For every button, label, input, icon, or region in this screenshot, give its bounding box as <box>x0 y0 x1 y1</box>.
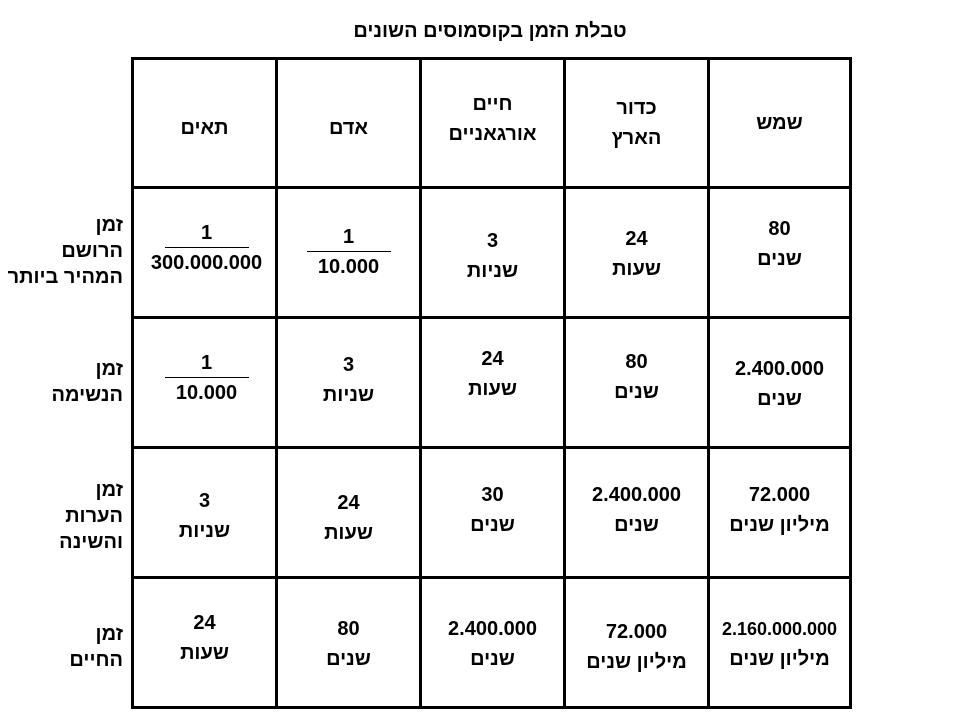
column-header-organic-life <box>422 60 563 178</box>
table-cell <box>134 486 275 546</box>
row-label-line: זמן <box>95 623 123 645</box>
fraction-denominator: 10.000 <box>175 381 238 404</box>
column-header-sun <box>710 60 849 186</box>
table-cell <box>710 614 849 674</box>
row-label-line: זמן <box>95 479 123 501</box>
grid-line <box>131 576 852 579</box>
grid-line <box>849 57 852 709</box>
fraction-numerator: 1 <box>342 225 355 248</box>
cell-unit: שנים <box>614 381 659 403</box>
table-cell <box>566 480 707 540</box>
header-line: כדור <box>616 97 657 119</box>
row-label-line: והשינה <box>59 531 123 553</box>
row-label-line: הרושם <box>61 240 123 262</box>
row-label-line: הנשימה <box>51 384 123 406</box>
column-header-human <box>278 60 419 196</box>
table-cell <box>422 614 563 674</box>
fraction-numerator: 1 <box>200 351 213 374</box>
header-line: אורגאניים <box>448 123 537 145</box>
cell-value: 30 <box>481 484 504 506</box>
cell-unit: שעות <box>180 642 229 664</box>
cell-unit: שנים <box>470 648 515 670</box>
table-cell-fraction <box>134 348 279 408</box>
table-cell <box>278 350 419 410</box>
table-cell <box>422 480 563 540</box>
cell-value: 24 <box>481 348 504 370</box>
fraction-bar <box>165 247 249 248</box>
cell-value: 2.160.000.000 <box>721 619 838 639</box>
cell-value: 24 <box>193 612 216 634</box>
cell-value: 24 <box>337 492 360 514</box>
table-cell <box>710 214 849 274</box>
table-cell <box>422 226 563 286</box>
table-cell <box>566 347 707 407</box>
row-label-waking-sleep <box>59 477 123 555</box>
cell-unit: שנים <box>757 388 802 410</box>
cell-value: 80 <box>625 351 648 373</box>
fraction <box>307 225 391 280</box>
row-label-line: הערות <box>65 505 123 527</box>
cell-value: 2.400.000 <box>448 618 537 640</box>
cell-unit: שניות <box>178 520 231 542</box>
fraction-numerator: 1 <box>200 221 213 244</box>
cell-unit: שניות <box>466 260 519 282</box>
fraction-bar <box>307 251 391 252</box>
header-line: חיים <box>472 93 513 115</box>
cell-unit: שנים <box>470 514 515 536</box>
cell-value: 24 <box>625 228 648 250</box>
grid-line <box>131 706 852 709</box>
cell-value: 80 <box>337 618 360 640</box>
cell-unit: שנים <box>614 514 659 536</box>
cell-unit: שעות <box>468 378 517 400</box>
fraction-denominator: 10.000 <box>317 255 380 278</box>
cell-unit: מיליון שנים <box>729 514 830 536</box>
table-title: טבלת הזמן בקוסמוסים השונים <box>353 20 627 42</box>
row-label-line: החיים <box>69 649 123 671</box>
cell-unit: מיליון שנים <box>729 648 830 670</box>
cell-value: 72.000 <box>605 621 668 643</box>
header-line: הארץ <box>611 127 662 149</box>
table-cell <box>278 488 419 548</box>
cell-value: 3 <box>198 490 211 512</box>
cell-unit: שעות <box>324 522 373 544</box>
cell-unit: מיליון שנים <box>586 651 687 673</box>
cell-value: 80 <box>768 218 791 240</box>
fraction-bar <box>165 377 249 378</box>
cell-value: 2.400.000 <box>592 484 681 506</box>
column-header-earth <box>566 60 707 186</box>
table-cell-fraction <box>278 222 419 282</box>
table-cell <box>566 617 707 677</box>
row-label-line: זמן <box>95 214 123 236</box>
fraction-denominator: 300.000.000 <box>150 251 263 274</box>
table-cell-fraction <box>134 218 279 278</box>
header-line: אדם <box>328 117 369 139</box>
row-label-lifetime <box>69 621 123 673</box>
header-line: תאים <box>180 117 229 139</box>
cell-value: 72.000 <box>748 484 811 506</box>
grid-line <box>131 316 852 319</box>
grid-line <box>131 446 852 449</box>
row-label-breath <box>51 356 123 408</box>
fraction <box>151 221 262 276</box>
header-line: שמש <box>756 112 803 134</box>
table-cell <box>278 614 419 674</box>
fraction <box>165 351 249 406</box>
column-header-cells <box>134 60 275 196</box>
row-label-line: המהיר ביותר <box>7 266 123 288</box>
cell-unit: שנים <box>757 248 802 270</box>
table-cell <box>134 608 275 668</box>
table-cell <box>566 224 707 284</box>
cell-unit: שניות <box>322 384 375 406</box>
table-cell <box>422 344 563 404</box>
row-label-fastest-impression <box>8 212 123 290</box>
cell-unit: שעות <box>612 258 661 280</box>
table-cell <box>710 354 849 414</box>
row-label-line: זמן <box>95 358 123 380</box>
cell-value: 3 <box>342 354 355 376</box>
cell-value: 2.400.000 <box>735 358 824 380</box>
cell-unit: שנים <box>326 648 371 670</box>
cell-value: 3 <box>486 230 499 252</box>
table-cell <box>710 480 849 540</box>
